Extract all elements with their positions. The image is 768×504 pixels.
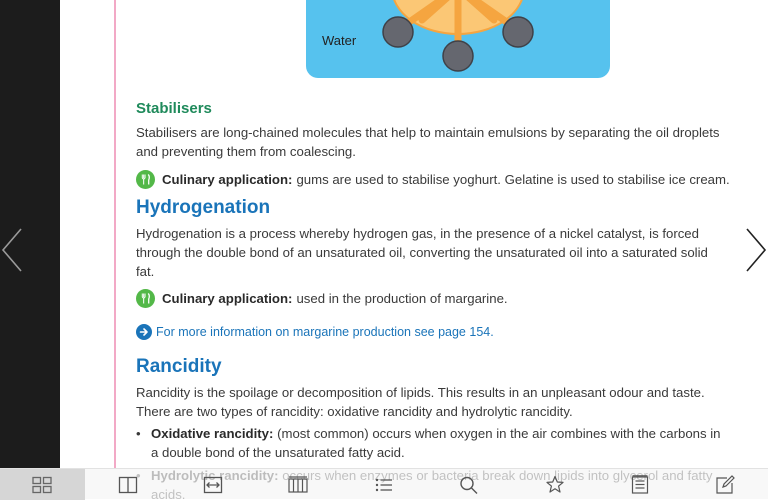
search-button[interactable] (456, 472, 482, 498)
margarine-page-link[interactable] (136, 324, 494, 340)
bookmark-star-icon (544, 475, 566, 495)
hydrogenation-paragraph: Hydrogenation is a process whereby hydrogen gas, in the presence of a nickel catalyst, is forced through the double bond of an unsaturated oil, converting the unsaturated oil into a saturated solid fat. (136, 226, 708, 279)
list-item (136, 424, 724, 462)
stabilisers-paragraph: Stabilisers are long-chained molecules that help to maintain emulsions by separating the oil droplets and preventing them from coalescing. (136, 125, 720, 159)
notes-button[interactable] (627, 472, 653, 498)
notes-icon (629, 475, 651, 495)
culinary-text: gums are used to stabilise yoghurt. Gelatine is used to stabilise ice cream. (296, 172, 730, 187)
bullet-term: Oxidative rancidity: (151, 426, 274, 441)
edit-icon (714, 475, 736, 495)
edit-button[interactable] (712, 472, 738, 498)
next-page-button[interactable] (744, 226, 768, 274)
search-icon (458, 475, 480, 495)
chevron-right-icon (744, 226, 768, 274)
stabilisers-culinary-note (136, 170, 730, 189)
rancidity-heading: Rancidity (136, 356, 222, 377)
rancidity-paragraph: Rancidity is the spoilage or decomposition of lipids. This results in an unpleasant odour and taste. There are two types of rancidity: oxidative rancidity and hydrolytic rancidity. (136, 385, 705, 419)
fork-knife-icon (136, 289, 155, 308)
filmstrip-icon (287, 476, 309, 494)
fit-width-button[interactable] (200, 472, 226, 498)
stabilisers-heading: Stabilisers (136, 100, 212, 117)
culinary-text: used in the production of margarine. (296, 291, 508, 306)
arrow-right-circle-icon (136, 324, 152, 340)
bullet-text: (most common) occurs when oxygen in the air combines with the carbons in a double bond of the unsaturated fatty acid. (151, 426, 721, 460)
bookmark-button[interactable] (542, 472, 568, 498)
filmstrip-button[interactable] (285, 472, 311, 498)
table-of-contents-icon (373, 476, 395, 494)
culinary-label: Culinary application: (162, 291, 293, 306)
water-label: Water (322, 33, 357, 48)
more-info-text: For more information on margarine production see page 154. (156, 325, 494, 339)
bottom-toolbar (0, 468, 768, 499)
table-of-contents-button[interactable] (371, 472, 397, 498)
single-page-button[interactable] (115, 472, 141, 498)
hydrogenation-heading: Hydrogenation (136, 197, 271, 218)
fit-width-icon (202, 476, 224, 494)
single-page-icon (117, 476, 139, 494)
emulsion-figure (306, 0, 610, 78)
thumbnails-button[interactable] (29, 472, 55, 498)
culinary-label: Culinary application: (162, 172, 293, 187)
page-margin-line (114, 0, 116, 468)
previous-page-button[interactable] (0, 226, 24, 274)
chevron-left-icon (0, 226, 24, 274)
hydrogenation-culinary-note (136, 289, 508, 308)
fork-knife-icon (136, 170, 155, 189)
thumbnails-icon (31, 476, 53, 494)
book-page (60, 0, 768, 468)
